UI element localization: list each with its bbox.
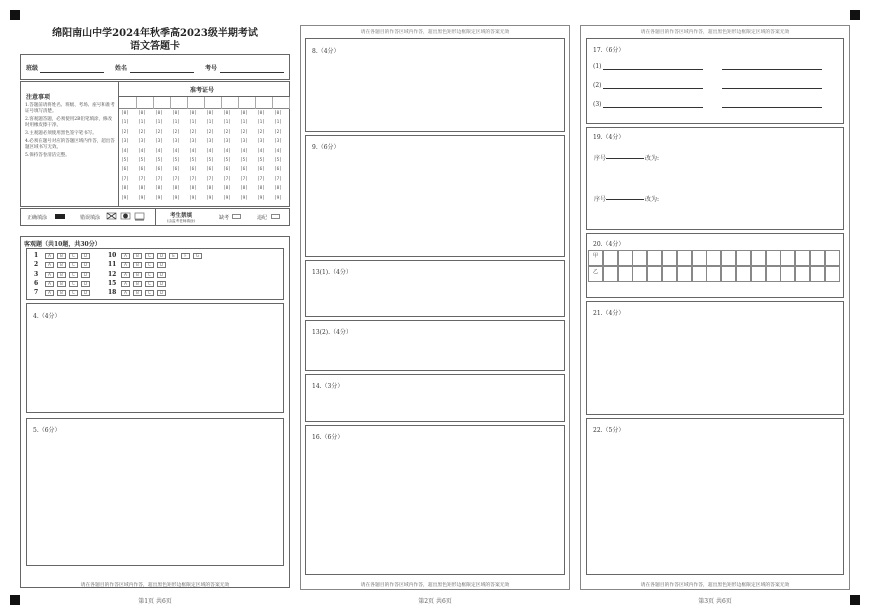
objective-question-number: 7 xyxy=(34,289,39,297)
question-label-q13-2: 13(2).（4分） xyxy=(312,329,352,336)
q17-line-2a[interactable] xyxy=(603,88,703,89)
admission-digit-box[interactable] xyxy=(256,97,273,109)
admission-digit-bubble[interactable]: [6] xyxy=(274,167,282,173)
fill-divider xyxy=(155,208,156,226)
objective-option-bubble[interactable]: B xyxy=(133,290,142,296)
question-label-q21: 21.（4分） xyxy=(593,310,625,317)
admission-digit-bubble[interactable]: [2] xyxy=(172,129,180,135)
admission-digit-bubble[interactable]: [2] xyxy=(206,129,214,135)
class-field[interactable] xyxy=(40,72,104,73)
corner-marker-top-right xyxy=(850,10,860,20)
q20-grid-cell[interactable] xyxy=(736,250,751,266)
q20-grid-cell[interactable] xyxy=(825,266,840,282)
admission-digit-bubble[interactable]: [3] xyxy=(155,139,163,145)
q20-grid-cell[interactable] xyxy=(795,266,810,282)
admission-digit-bubble[interactable]: [0] xyxy=(223,111,231,116)
admission-digit-bubble[interactable]: [6] xyxy=(138,167,146,173)
admission-digit-bubble[interactable]: [7] xyxy=(274,176,282,182)
objective-question-number: 2 xyxy=(34,261,39,269)
notice-heading: 注意事项 xyxy=(26,94,51,101)
admission-digit-box[interactable] xyxy=(239,97,256,109)
admission-digit-bubble[interactable]: [6] xyxy=(189,167,197,173)
objective-option-bubble[interactable]: C xyxy=(69,281,78,287)
q20-grid-cell[interactable] xyxy=(766,266,781,282)
admission-digit-bubble[interactable]: [8] xyxy=(189,186,197,192)
exam-title: 绵阳南山中学2024年秋季高2023级半期考试 xyxy=(52,28,258,39)
q19-seq-field-2[interactable] xyxy=(606,199,644,200)
objective-option-bubble[interactable]: B xyxy=(133,253,142,259)
q17-item-3: (3) xyxy=(593,101,602,108)
admission-digit-box[interactable] xyxy=(188,97,205,109)
objective-heading: 客观题（共10题，共30分） xyxy=(24,241,101,248)
q20-grid-cell[interactable] xyxy=(721,250,736,266)
q20-grid-cell[interactable] xyxy=(647,250,662,266)
admission-digit-bubble[interactable]: [2] xyxy=(223,129,231,135)
objective-option-bubble[interactable]: A xyxy=(45,281,54,287)
q20-grid-cell[interactable] xyxy=(751,250,766,266)
question-label-q19: 19.（4分） xyxy=(593,134,625,141)
q20-grid-cell[interactable] xyxy=(736,266,751,282)
objective-option-bubble[interactable]: B xyxy=(57,281,66,287)
q20-grid-cell[interactable] xyxy=(795,250,810,266)
admission-digit-bubble[interactable]: [5] xyxy=(155,158,163,163)
objective-option-bubble[interactable]: B xyxy=(57,290,66,296)
admission-digit-bubble[interactable]: [5] xyxy=(121,158,129,163)
correct-fill-label: 正确填涂 xyxy=(27,215,48,221)
q20-grid-cell[interactable] xyxy=(692,250,707,266)
admission-digit-bubble[interactable]: [8] xyxy=(138,186,146,192)
admission-digit-bubble[interactable]: [0] xyxy=(206,111,214,116)
exam-subtitle: 语文答题卡 xyxy=(130,41,180,52)
admission-digit-bubble[interactable]: [8] xyxy=(257,186,265,192)
admission-digit-bubble[interactable]: [8] xyxy=(240,186,248,192)
objective-option-bubble[interactable]: G xyxy=(193,253,202,259)
q20-grid-cell[interactable] xyxy=(647,266,662,282)
q20-grid-cell[interactable] xyxy=(721,266,736,282)
q17-line-3b[interactable] xyxy=(722,107,822,108)
objective-option-bubble[interactable]: F xyxy=(181,253,190,259)
objective-option-bubble[interactable]: D xyxy=(81,281,90,287)
admission-digit-bubble[interactable]: [4] xyxy=(223,148,231,154)
admission-digit-bubble[interactable]: [2] xyxy=(138,129,146,135)
admission-digit-box[interactable] xyxy=(154,97,171,109)
objective-option-bubble[interactable]: C xyxy=(145,253,154,259)
objective-option-bubble[interactable]: B xyxy=(57,262,66,268)
page-footer-1: 第1页 共6页 xyxy=(138,598,172,605)
question-label-q13-1: 13(1).（4分） xyxy=(312,269,352,276)
admission-digit-bubble[interactable]: [6] xyxy=(172,167,180,173)
q20-grid-cell[interactable] xyxy=(662,250,677,266)
admission-digit-bubble[interactable]: [6] xyxy=(206,167,214,173)
admission-digit-bubble[interactable]: [6] xyxy=(223,167,231,173)
objective-option-bubble[interactable]: B xyxy=(57,253,66,259)
objective-option-bubble[interactable]: D xyxy=(81,253,90,259)
answer-area-note-p3: 请在各题目的作答区域内作答，超出黑色矩形边框限定区域的答案无效 xyxy=(640,583,790,588)
name-field[interactable] xyxy=(130,72,194,73)
objective-option-bubble[interactable]: C xyxy=(69,272,78,278)
question-label-q4: 4.（4分） xyxy=(33,313,61,320)
notice-list xyxy=(25,102,115,158)
admission-digit-bubble[interactable]: [4] xyxy=(206,148,214,154)
admission-digit-bubble[interactable]: [6] xyxy=(240,167,248,173)
admission-digit-bubble[interactable]: [4] xyxy=(189,148,197,154)
admission-digit-bubble[interactable]: [5] xyxy=(257,158,265,163)
admission-digit-bubble[interactable]: [9] xyxy=(206,195,214,201)
admission-digit-bubble[interactable]: [5] xyxy=(138,158,146,163)
q19-change-label-2: 改为: xyxy=(645,196,660,203)
admission-digit-box[interactable] xyxy=(222,97,239,109)
objective-option-bubble[interactable]: A xyxy=(45,272,54,278)
q17-line-3a[interactable] xyxy=(603,107,703,108)
admission-digit-bubble[interactable]: [1] xyxy=(121,120,129,126)
class-label: 班级 xyxy=(26,65,39,72)
admission-digit-bubble[interactable]: [9] xyxy=(240,195,248,201)
q20-grid-cell[interactable] xyxy=(618,250,633,266)
answer-box-q21[interactable] xyxy=(586,301,844,415)
objective-question-number: 10 xyxy=(108,252,117,259)
name-label: 姓名 xyxy=(115,65,128,72)
answer-box-q4[interactable] xyxy=(26,303,284,413)
absent-checkbox[interactable] xyxy=(232,214,241,219)
objective-option-bubble[interactable]: A xyxy=(121,272,130,278)
objective-option-bubble[interactable]: C xyxy=(69,262,78,268)
admission-digit-bubble[interactable]: [5] xyxy=(172,158,180,163)
q17-line-2b[interactable] xyxy=(722,88,822,89)
admission-digit-bubble[interactable]: [9] xyxy=(257,195,265,201)
admission-digit-box[interactable] xyxy=(137,97,154,109)
admission-digit-bubble[interactable]: [2] xyxy=(155,129,163,135)
admission-digit-bubble[interactable]: [3] xyxy=(172,139,180,145)
q17-line-1a[interactable] xyxy=(603,69,703,70)
admission-digit-bubble[interactable]: [0] xyxy=(155,111,163,116)
admission-digit-box[interactable] xyxy=(205,97,222,109)
notice-item: 2.客观题答题，必须使用2B铅笔填涂，修改时用橡皮擦干净。 xyxy=(25,117,112,128)
objective-question-number: 11 xyxy=(108,261,117,269)
objective-option-bubble[interactable]: D xyxy=(157,253,166,259)
objective-option-bubble[interactable]: B xyxy=(133,272,142,278)
candidate-heading: 考生禁填 xyxy=(170,213,193,219)
admission-digit-bubble[interactable]: [9] xyxy=(223,195,231,201)
objective-question-number: 18 xyxy=(108,289,117,297)
admission-digit-bubble[interactable]: [0] xyxy=(240,111,248,116)
objective-option-bubble[interactable]: A xyxy=(45,290,54,296)
answer-area-note-p2-top: 请在各题目的作答区域内作答，超出黑色矩形边框限定区域的答案无效 xyxy=(360,30,510,35)
admission-digit-bubble[interactable]: [3] xyxy=(257,139,265,145)
q19-seq-label-1: 序号 xyxy=(594,155,607,162)
admission-digit-bubble[interactable]: [3] xyxy=(138,139,146,145)
q20-grid-cell[interactable] xyxy=(632,266,647,282)
admission-digit-bubble[interactable]: [0] xyxy=(138,111,146,116)
exam-number-label: 考号 xyxy=(205,65,218,72)
objective-option-bubble[interactable]: C xyxy=(145,272,154,278)
objective-option-bubble[interactable]: D xyxy=(81,290,90,296)
objective-option-bubble[interactable]: D xyxy=(157,272,166,278)
admission-digit-bubble[interactable]: [8] xyxy=(206,186,214,192)
admission-heading: 准考证号 xyxy=(190,87,215,94)
admission-digit-bubble[interactable]: [7] xyxy=(240,176,248,182)
q20-grid-cell[interactable] xyxy=(618,266,633,282)
objective-option-bubble[interactable]: A xyxy=(121,290,130,296)
admission-digit-bubble[interactable]: [6] xyxy=(257,167,265,173)
student-info-box xyxy=(20,54,290,80)
notice-item: 1.答题前请将姓名、班级、考场、座号和准考证号填写清楚。 xyxy=(25,103,115,114)
page-footer-3: 第3页 共6页 xyxy=(698,598,732,605)
objective-option-bubble[interactable]: D xyxy=(157,262,166,268)
admission-digit-bubble[interactable]: [5] xyxy=(223,158,231,163)
answer-area-note-p1: 请在各题目的作答区域内作答，超出黑色矩形边框限定区域的答案无效 xyxy=(80,583,230,588)
admission-digit-bubble[interactable]: [4] xyxy=(121,148,129,154)
objective-question-number: 12 xyxy=(108,270,117,278)
answer-box-q22[interactable] xyxy=(586,418,844,575)
question-label-q9: 9.（6分） xyxy=(312,144,340,151)
q19-seq-label-2: 序号 xyxy=(594,196,607,203)
question-label-q16: 16.（6分） xyxy=(312,434,344,441)
question-label-q17: 17.（6分） xyxy=(593,47,625,54)
exam-number-field[interactable] xyxy=(220,72,284,73)
objective-question-number: 1 xyxy=(34,252,39,259)
admission-digit-bubble[interactable]: [3] xyxy=(223,139,231,145)
q20-grid-cell[interactable] xyxy=(662,266,677,282)
admission-digit-bubble[interactable]: [4] xyxy=(257,148,265,154)
admission-digit-bubble[interactable]: [1] xyxy=(223,120,231,126)
notice-item: 3.主观题必须使用黑色签字笔书写。 xyxy=(25,131,97,136)
wrong-fill-samples xyxy=(106,211,150,223)
admission-digit-bubble[interactable]: [9] xyxy=(274,195,282,201)
admission-digit-bubble[interactable]: [1] xyxy=(155,120,163,126)
q20-grid-cell[interactable] xyxy=(751,266,766,282)
answer-box-q14[interactable] xyxy=(305,374,565,422)
admission-digit-bubble[interactable]: [7] xyxy=(223,176,231,182)
answer-box-q17[interactable] xyxy=(586,38,844,124)
absent-label: 缺考 xyxy=(219,215,230,221)
q20-grid-cell[interactable] xyxy=(603,266,618,282)
objective-option-bubble[interactable]: D xyxy=(157,281,166,287)
admission-digit-bubble[interactable]: [8] xyxy=(121,186,129,192)
q20-grid-cell[interactable] xyxy=(810,250,825,266)
objective-option-bubble[interactable]: A xyxy=(121,281,130,287)
q20-row-label-b: 乙 xyxy=(593,269,599,275)
candidate-sub: (由监考老师填涂) xyxy=(167,219,195,223)
page-footer-2: 第2页 共6页 xyxy=(418,598,452,605)
objective-option-bubble[interactable]: A xyxy=(121,262,130,268)
admission-digit-bubble[interactable]: [2] xyxy=(240,129,248,135)
q20-grid-cell[interactable] xyxy=(706,250,721,266)
q20-grid-cell[interactable] xyxy=(780,266,795,282)
q20-grid-cell[interactable] xyxy=(780,250,795,266)
admission-digit-bubble[interactable]: [8] xyxy=(155,186,163,192)
admission-digit-bubble[interactable]: [9] xyxy=(189,195,197,201)
admission-digit-bubble[interactable]: [0] xyxy=(172,111,180,116)
admission-digit-bubble[interactable]: [0] xyxy=(121,111,129,116)
admission-digit-bubble[interactable]: [5] xyxy=(206,158,214,163)
admission-digit-bubble[interactable]: [1] xyxy=(189,120,197,126)
answer-area-note-p2: 请在各题目的作答区域内作答，超出黑色矩形边框限定区域的答案无效 xyxy=(360,583,510,588)
corner-marker-bottom-left xyxy=(10,595,20,605)
objective-option-bubble[interactable]: D xyxy=(157,290,166,296)
notice-item: 5.保持答卷清洁完整。 xyxy=(25,153,70,158)
answer-area-note-p3-top: 请在各题目的作答区域内作答，超出黑色矩形边框限定区域的答案无效 xyxy=(640,30,790,35)
admission-digit-bubble[interactable]: [7] xyxy=(206,176,214,182)
objective-option-bubble[interactable]: A xyxy=(45,253,54,259)
admission-digit-bubble[interactable]: [6] xyxy=(121,167,129,173)
q17-item-1: (1) xyxy=(593,63,602,70)
question-label-q20: 20.（4分） xyxy=(593,241,625,248)
objective-option-bubble[interactable]: A xyxy=(45,262,54,268)
admission-digit-bubble[interactable]: [7] xyxy=(155,176,163,182)
admission-digit-bubble[interactable]: [9] xyxy=(121,195,129,201)
answer-box-q8[interactable] xyxy=(305,38,565,132)
objective-option-bubble[interactable]: C xyxy=(145,290,154,296)
admission-digit-bubble[interactable]: [1] xyxy=(240,120,248,126)
objective-question-number: 6 xyxy=(34,279,39,287)
answer-box-q19[interactable] xyxy=(586,127,844,230)
q20-grid-cell[interactable] xyxy=(632,250,647,266)
objective-option-bubble[interactable]: C xyxy=(69,290,78,296)
admission-digit-bubble[interactable]: [9] xyxy=(172,195,180,201)
question-label-q8: 8.（4分） xyxy=(312,48,340,55)
admission-digit-bubble[interactable]: [2] xyxy=(121,129,129,135)
admission-digit-bubble[interactable]: [9] xyxy=(155,195,163,201)
admission-digit-bubble[interactable]: [3] xyxy=(240,139,248,145)
objective-option-bubble[interactable]: D xyxy=(81,262,90,268)
wrong-fill-label: 错误填涂 xyxy=(80,215,101,221)
violation-checkbox[interactable] xyxy=(271,214,280,219)
admission-digit-bubble[interactable]: [1] xyxy=(138,120,146,126)
admission-digit-bubble[interactable]: [1] xyxy=(257,120,265,126)
objective-option-bubble[interactable]: B xyxy=(133,281,142,287)
admission-digit-bubble[interactable]: [8] xyxy=(274,186,282,192)
q20-grid-cell[interactable] xyxy=(766,250,781,266)
q19-seq-field-1[interactable] xyxy=(606,158,644,159)
admission-digit-bubble[interactable]: [4] xyxy=(240,148,248,154)
objective-option-bubble[interactable]: D xyxy=(81,272,90,278)
admission-digit-bubble[interactable]: [7] xyxy=(138,176,146,182)
admission-digit-bubble[interactable]: [8] xyxy=(172,186,180,192)
objective-option-bubble[interactable]: A xyxy=(121,253,130,259)
violation-label: 违纪 xyxy=(257,215,268,221)
admission-digit-bubble[interactable]: [7] xyxy=(257,176,265,182)
admission-digit-box[interactable] xyxy=(120,97,137,109)
admission-digit-bubble[interactable]: [4] xyxy=(155,148,163,154)
admission-digit-bubble[interactable]: [2] xyxy=(257,129,265,135)
admission-digit-bubble[interactable]: [2] xyxy=(189,129,197,135)
objective-option-bubble[interactable]: C xyxy=(145,281,154,287)
admission-digit-bubble[interactable]: [5] xyxy=(240,158,248,163)
q17-item-2: (2) xyxy=(593,82,602,89)
admission-digit-bubble[interactable]: [6] xyxy=(155,167,163,173)
q20-grid-cell[interactable] xyxy=(677,266,692,282)
admission-digit-bubble[interactable]: [9] xyxy=(138,195,146,201)
q20-grid-cell[interactable] xyxy=(588,250,603,266)
admission-digit-bubble[interactable]: [3] xyxy=(274,139,282,145)
notice-item: 4.必须在题号对应的答题区域内作答，超出答题区域书写无效。 xyxy=(25,139,115,150)
q20-grid-cell[interactable] xyxy=(677,250,692,266)
answer-box-q9[interactable] xyxy=(305,135,565,257)
admission-digit-bubble[interactable]: [3] xyxy=(189,139,197,145)
objective-question-number: 3 xyxy=(34,270,39,278)
admission-digit-bubble[interactable]: [4] xyxy=(138,148,146,154)
admission-digit-bubble[interactable]: [3] xyxy=(206,139,214,145)
admission-digit-bubble[interactable]: [7] xyxy=(189,176,197,182)
admission-digit-bubble[interactable]: [1] xyxy=(206,120,214,126)
admission-digit-bubble[interactable]: [8] xyxy=(223,186,231,192)
objective-option-bubble[interactable]: C xyxy=(69,253,78,259)
admission-digit-bubble[interactable]: [7] xyxy=(121,176,129,182)
q17-line-1b[interactable] xyxy=(722,69,822,70)
question-label-q14: 14.（3分） xyxy=(312,383,344,390)
question-label-q22: 22.（5分） xyxy=(593,427,625,434)
q20-row-label-a: 甲 xyxy=(593,253,599,259)
objective-question-number: 15 xyxy=(108,279,117,287)
admission-digit-box[interactable] xyxy=(171,97,188,109)
objective-option-bubble[interactable]: C xyxy=(145,262,154,268)
admission-digit-bubble[interactable]: [1] xyxy=(172,120,180,126)
admission-digit-bubble[interactable]: [3] xyxy=(121,139,129,145)
admission-digit-bubble[interactable]: [0] xyxy=(189,111,197,116)
q20-grid-cell[interactable] xyxy=(588,266,603,282)
objective-option-bubble[interactable]: B xyxy=(57,272,66,278)
q20-grid-cell[interactable] xyxy=(603,250,618,266)
admission-digit-bubble[interactable]: [2] xyxy=(274,129,282,135)
admission-digit-bubble[interactable]: [4] xyxy=(274,148,282,154)
correct-fill-sample xyxy=(55,214,65,219)
q20-grid-cell[interactable] xyxy=(825,250,840,266)
question-label-q5: 5.（6分） xyxy=(33,427,61,434)
admission-digit-bubble[interactable]: [1] xyxy=(274,120,282,126)
objective-option-bubble[interactable]: B xyxy=(133,262,142,268)
admission-digit-bubble[interactable]: [5] xyxy=(274,158,282,163)
q20-grid-cell[interactable] xyxy=(706,266,721,282)
corner-marker-top-left xyxy=(10,10,20,20)
q20-grid-cell[interactable] xyxy=(810,266,825,282)
admission-digit-box[interactable] xyxy=(273,97,290,109)
corner-marker-bottom-right xyxy=(850,595,860,605)
admission-digit-bubble[interactable]: [7] xyxy=(172,176,180,182)
answer-box-q16[interactable] xyxy=(305,425,565,575)
q19-change-label-1: 改为: xyxy=(645,155,660,162)
admission-digit-bubble[interactable]: [0] xyxy=(274,111,282,116)
admission-digit-bubble[interactable]: [0] xyxy=(257,111,265,116)
admission-digit-bubble[interactable]: [4] xyxy=(172,148,180,154)
admission-digit-bubble[interactable]: [5] xyxy=(189,158,197,163)
q20-grid-cell[interactable] xyxy=(692,266,707,282)
objective-option-bubble[interactable]: E xyxy=(169,253,178,259)
answer-box-q5[interactable] xyxy=(26,418,284,566)
